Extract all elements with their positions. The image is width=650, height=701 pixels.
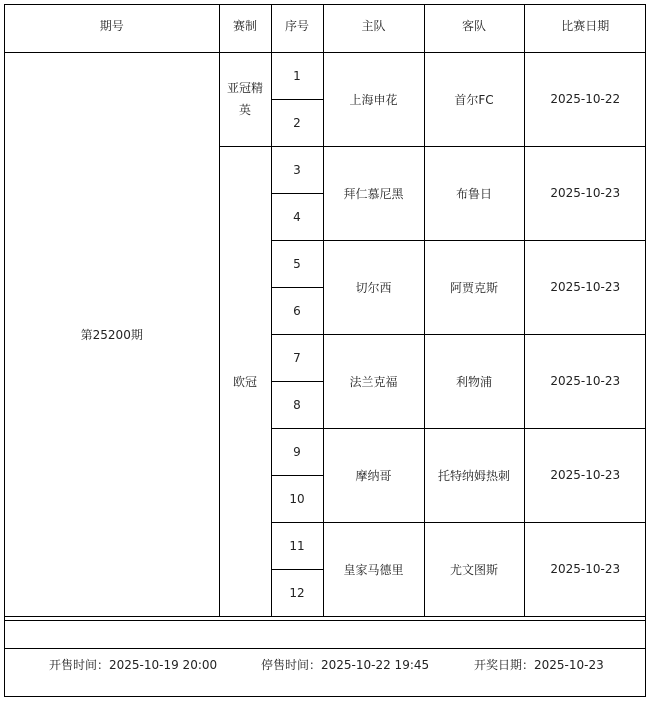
date-cell: 2025-10-23 <box>524 334 646 428</box>
match-schedule-table <box>5 5 646 617</box>
seq-cell: 6 <box>271 287 323 334</box>
date-cell: 2025-10-23 <box>524 428 646 522</box>
competition-cell: 欧冠 <box>219 146 271 616</box>
header-home: 主队 <box>323 5 424 52</box>
schedule-document <box>4 4 646 697</box>
home-team-cell: 拜仁慕尼黑 <box>323 146 424 240</box>
away-team-cell: 阿贾克斯 <box>424 240 524 334</box>
home-team-cell: 法兰克福 <box>323 334 424 428</box>
table-row <box>5 52 646 99</box>
sale-info-footer <box>5 649 646 679</box>
header-row <box>5 5 646 52</box>
seq-cell: 12 <box>271 569 323 616</box>
home-team-cell: 上海申花 <box>323 52 424 146</box>
date-cell: 2025-10-23 <box>524 522 646 616</box>
date-cell: 2025-10-23 <box>524 146 646 240</box>
date-cell: 2025-10-23 <box>524 240 646 334</box>
competition-cell: 亚冠精英 <box>219 52 271 146</box>
seq-cell: 7 <box>271 334 323 381</box>
seq-cell: 11 <box>271 522 323 569</box>
home-team-cell: 皇家马德里 <box>323 522 424 616</box>
seq-cell: 8 <box>271 381 323 428</box>
header-away: 客队 <box>424 5 524 52</box>
header-date: 比赛日期 <box>524 5 646 52</box>
seq-cell: 5 <box>271 240 323 287</box>
seq-cell: 9 <box>271 428 323 475</box>
sale-start-time: 开售时间：2025-10-19 20:00 <box>49 657 218 672</box>
away-team-cell: 利物浦 <box>424 334 524 428</box>
seq-cell: 3 <box>271 146 323 193</box>
header-seq: 序号 <box>271 5 323 52</box>
header-issue: 期号 <box>5 5 219 52</box>
date-cell: 2025-10-22 <box>524 52 646 146</box>
away-team-cell: 托特纳姆热刺 <box>424 428 524 522</box>
seq-cell: 10 <box>271 475 323 522</box>
draw-date: 开奖日期：2025-10-23 <box>474 657 604 672</box>
home-team-cell: 切尔西 <box>323 240 424 334</box>
away-team-cell: 首尔FC <box>424 52 524 146</box>
issue-cell: 第25200期 <box>5 52 219 616</box>
header-competition: 赛制 <box>219 5 271 52</box>
away-team-cell: 尤文图斯 <box>424 522 524 616</box>
spacer-row <box>5 620 646 649</box>
away-team-cell: 布鲁日 <box>424 146 524 240</box>
sale-end-time: 停售时间：2025-10-22 19:45 <box>261 657 430 672</box>
seq-cell: 1 <box>271 52 323 99</box>
seq-cell: 4 <box>271 193 323 240</box>
home-team-cell: 摩纳哥 <box>323 428 424 522</box>
seq-cell: 2 <box>271 99 323 146</box>
